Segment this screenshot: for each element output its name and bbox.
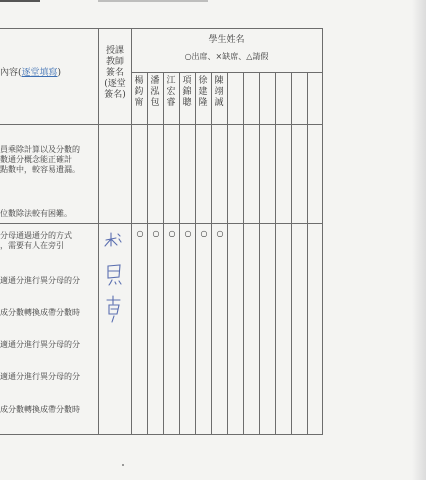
student-col-line (291, 72, 292, 435)
attendance-legend: ○出席、×缺席、△請假 (184, 52, 269, 61)
table-bottom-border (0, 434, 322, 435)
student-col-line (211, 72, 212, 435)
attendance-table (0, 28, 322, 435)
table-top-border (0, 28, 322, 29)
student-col-line (195, 72, 196, 435)
table-right-border (322, 28, 323, 435)
content-row-8: 成分數轉換成帶分數時 (0, 405, 80, 414)
student-name-3: 江宏睿 (166, 76, 176, 108)
student-name-6: 陳翊誠 (214, 76, 224, 108)
student-col-line (243, 72, 244, 435)
attendance-mark: ○ (136, 229, 144, 238)
students-title: 學生姓名 (208, 35, 245, 45)
content-row-2: 位數除法較有困難。 (0, 209, 72, 218)
student-name-1: 楊鈞甯 (134, 76, 144, 108)
col-divider-content (98, 28, 99, 435)
student-col-line (307, 72, 308, 435)
student-col-line (275, 72, 276, 435)
student-col-line (163, 72, 164, 435)
student-col-line (147, 72, 148, 435)
attendance-mark: ○ (200, 229, 208, 238)
col-divider-teacher (131, 28, 132, 435)
top-rule (0, 0, 40, 2)
teacher-signature-header: 授課 教師 簽名 (逐堂 簽名) (104, 46, 126, 100)
top-rule-faint (98, 0, 208, 2)
content-row-1: 員乘除計算以及分數的 數通分概念能正確計 點數中，較容易遺漏。 (0, 145, 80, 174)
content-row-3: 分母通過通分的方式 ，需要有人在旁引 (0, 231, 72, 250)
attendance-mark: ○ (216, 229, 224, 238)
scan-edge-shadow (412, 0, 426, 480)
student-col-line (179, 72, 180, 435)
student-name-5: 徐建隆 (198, 76, 208, 108)
scan-speck (122, 464, 124, 466)
content-header: 內容(逐堂填寫) (0, 68, 62, 78)
header-bottom-border (0, 124, 322, 125)
content-row-7: 適通分進行異分母的分 (0, 372, 80, 381)
student-name-2: 潘泓包 (150, 76, 160, 108)
session-divider (0, 223, 322, 224)
student-col-line (227, 72, 228, 435)
student-name-4: 項錦聰 (182, 76, 192, 108)
content-row-4: 適通分進行異分母的分 (0, 276, 80, 285)
attendance-mark: ○ (184, 229, 192, 238)
content-row-5: 成分數轉換成帶分數時 (0, 308, 80, 317)
teacher-signature (100, 230, 130, 330)
attendance-mark: ○ (168, 229, 176, 238)
content-row-6: 適通分進行異分母的分 (0, 340, 80, 349)
student-col-line (259, 72, 260, 435)
attendance-mark: ○ (152, 229, 160, 238)
